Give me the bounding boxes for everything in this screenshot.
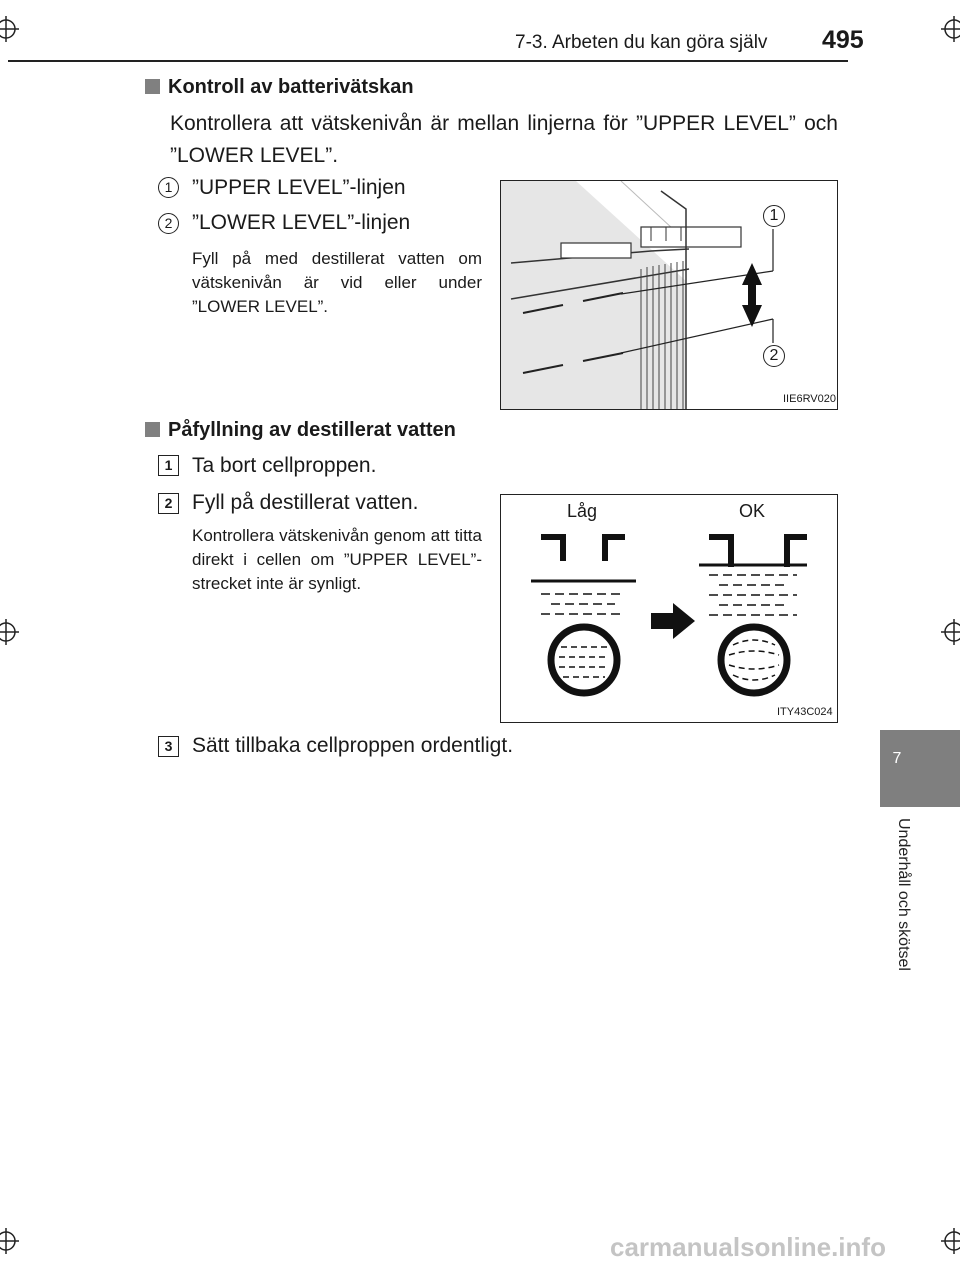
- section-heading-battery-fluid: [145, 76, 414, 99]
- label-low: Låg: [567, 501, 598, 521]
- crop-mark-bottom-right: [941, 1228, 960, 1254]
- battery-cutaway-illustration: [501, 181, 837, 409]
- item-lower-level: ”LOWER LEVEL”-linjen: [192, 211, 411, 234]
- fill-level-illustration: [501, 495, 837, 722]
- step-remove-cap: Ta bort cellproppen.: [192, 454, 377, 477]
- crop-mark-mid-right: [941, 619, 960, 645]
- section-heading-text: Kontroll av batterivätskan: [168, 76, 414, 98]
- crop-mark-mid-left: [0, 619, 19, 645]
- figure-callout-1: 1: [763, 205, 785, 227]
- step-replace-cap: Sätt tillbaka cellproppen ordentligt.: [192, 734, 514, 757]
- figure-code: ITY43C024: [777, 706, 833, 718]
- page-number: 495: [822, 26, 864, 54]
- callout-number-2: 2: [158, 213, 179, 234]
- figure-callout-2: 2: [763, 345, 785, 367]
- note-check-level: Kontrollera vätskenivån genom att titta direkt i cellen om ”UPPER LEVEL”-strecket inte är synligt.: [192, 526, 482, 593]
- figure-code: IIE6RV020: [783, 393, 837, 405]
- fill-level-figure: [500, 494, 838, 723]
- running-header: 7-3. Arbeten du kan göra själv: [515, 32, 768, 53]
- step-number-2: 2: [158, 493, 179, 514]
- crop-mark-bottom-left: [0, 1228, 19, 1254]
- section-bullet-icon: [145, 79, 160, 94]
- section-intro: Kontrollera att vätskenivån är mellan linjerna för ”UPPER LEVEL” och ”LOWER LEVEL”.: [170, 112, 838, 167]
- chapter-tab: [880, 730, 960, 807]
- battery-level-figure: [500, 180, 838, 410]
- section-heading-distilled-water: [145, 419, 456, 442]
- crop-mark-top-left: [0, 16, 19, 42]
- note-refill: Fyll på med destillerat vatten om vätskenivån är vid eller under ”LOWER LEVEL”.: [192, 249, 482, 316]
- callout-number-1: 1: [158, 177, 179, 198]
- chapter-number: 7: [892, 750, 902, 767]
- step-number-3: 3: [158, 736, 179, 757]
- section-heading-text: Påfyllning av destillerat vatten: [168, 419, 456, 441]
- crop-mark-top-right: [941, 16, 960, 42]
- watermark: carmanualsonline.info: [610, 1232, 886, 1262]
- label-ok: OK: [739, 501, 766, 521]
- header-rule: [8, 60, 848, 62]
- step-fill-water: Fyll på destillerat vatten.: [192, 491, 419, 514]
- step-number-1: 1: [158, 455, 179, 476]
- chapter-title: Underhåll och skötsel: [895, 818, 912, 971]
- section-bullet-icon: [145, 422, 160, 437]
- item-upper-level: ”UPPER LEVEL”-linjen: [192, 176, 406, 199]
